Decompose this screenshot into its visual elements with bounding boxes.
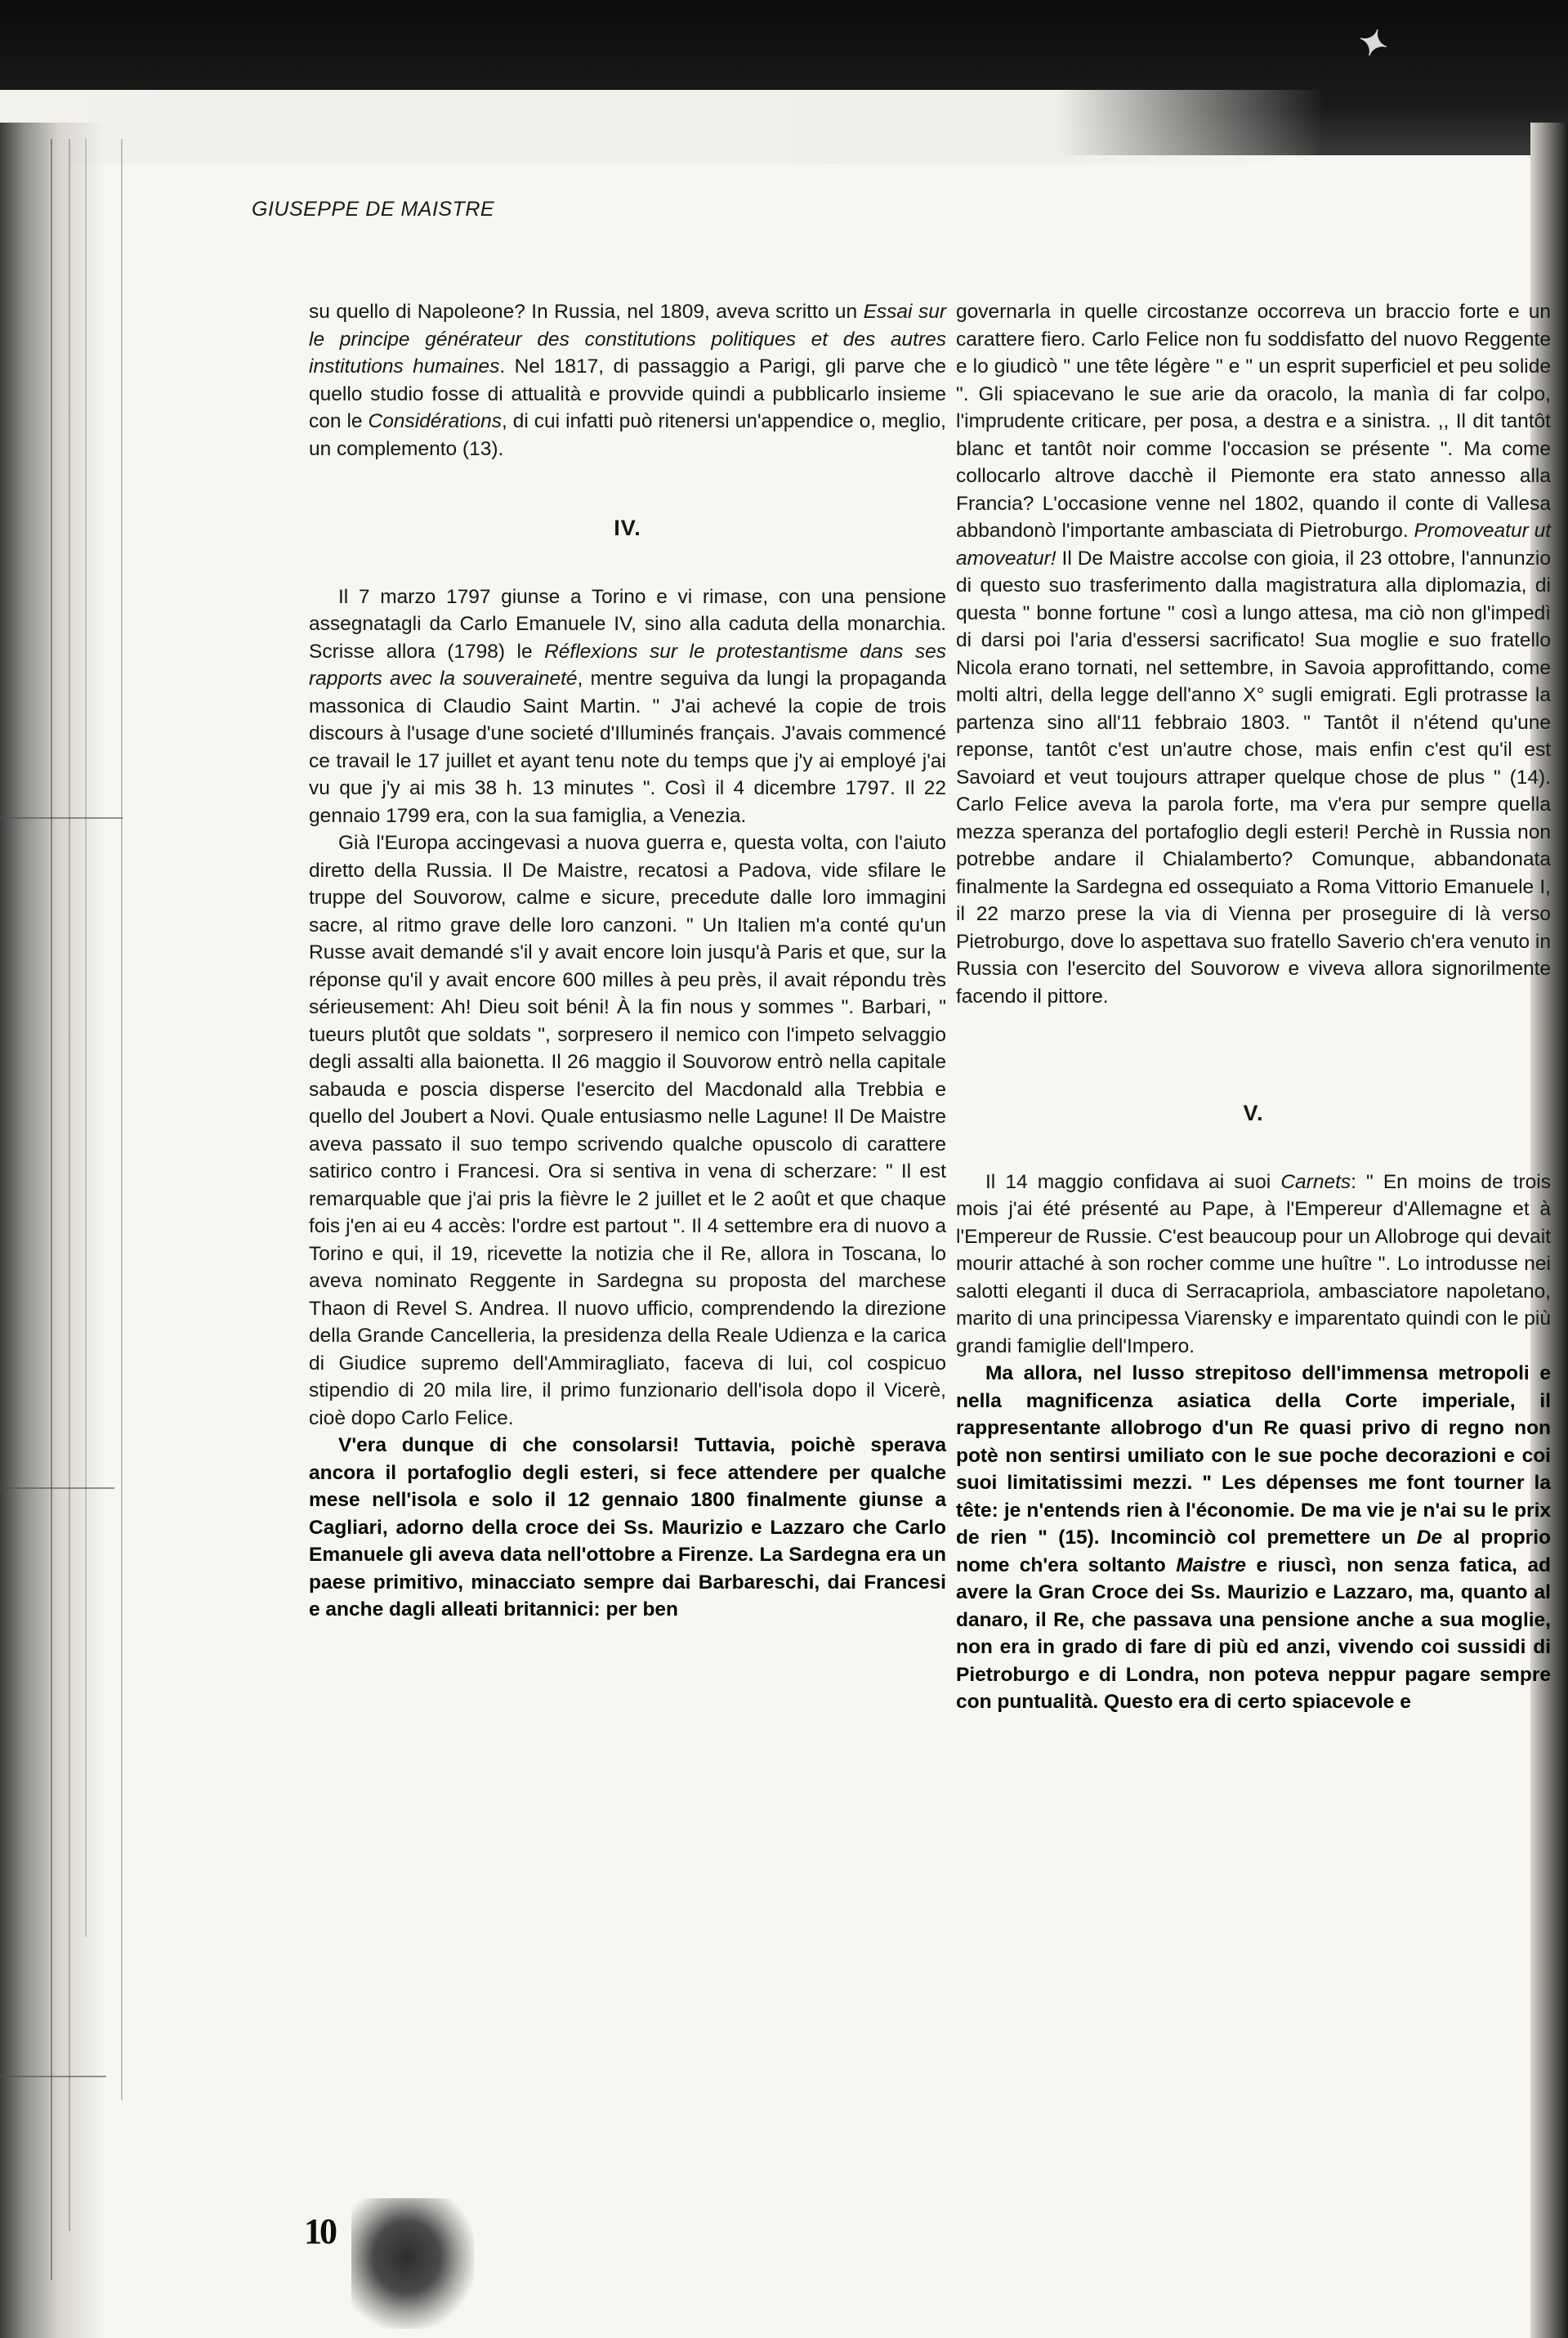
italic-word: De <box>1416 1527 1443 1549</box>
right-column <box>956 298 1551 1716</box>
binding-line <box>51 139 52 2280</box>
paragraph: Il 7 marzo 1797 giunse a Torino e vi rimase, con una pensione assegnatagli da Carlo Emanuele IV, sino alla caduta della monarchia. Scrisse allora (1798) le Réflexions sur le protestantisme dans ses rapports avec la souveraineté, mentre seguiva da lungi la propaganda massonica di Claudio Saint Martin. " J'ai achevé la copie de trois discours à l'usage d'une societé d'Illuminés français. J'avais commencé ce travail le 17 juillet et ayant tenu note du temps que j'y ai employé j'ai vu que j'y ai mis 38 h. 13 minutes ". Così il 4 dicembre 1797. Il 22 gennaio 1799 era, con la sua famiglia, a Venezia. <box>309 585 947 827</box>
binding-line <box>85 139 87 1937</box>
paragraph: Il 14 maggio confidava ai suoi Carnets: " En moins de trois mois j'ai été présenté au Pape, à l'Empereur d'Allemagne et à l'Empereur de Russie. C'est beaucoup pour un Allobroge qui devait mourir attaché à son rocher comme une huître ". Lo introdusse nei salotti eleganti il duca di Serracapriola, ambasciatore napoletano, marito di una principessa Viarensky e imparentato quindi con le più grandi famiglie dell'Impero. <box>956 1170 1551 1357</box>
italic-title: Carnets <box>1280 1170 1351 1193</box>
paragraph: su quello di Napoleone? In Russia, nel 1809, aveva scritto un Essai sur le principe générateur des constitutions politiques et des autres institutions humaines. Nel 1817, di passaggio a Parigi, gli parve che quello studio fosse di attualità e provvide quindi a pubblicarlo insieme con le Considérations, di cui infatti può ritenersi un'appendice o, meglio, un complemento (13). <box>309 301 946 460</box>
italic-word: Maistre <box>1176 1553 1247 1576</box>
binding-line <box>69 139 70 2231</box>
left-column <box>309 298 946 1624</box>
scan-artifact-line <box>0 817 123 819</box>
binding-line <box>121 139 123 2100</box>
scan-artifact-line <box>0 2076 106 2077</box>
page-number: 10 <box>304 2211 335 2251</box>
italic-title: Réflexions sur le protestantisme dans ses rapports avec la souveraineté <box>309 640 947 690</box>
paragraph: governarla in quelle circostanze occorreva un braccio forte e un carattere fiero. Carlo Felice non fu soddisfatto del nuovo Reggente e lo giudicò " une tête légère " e " un esprit superficiel et peu solide ". Gli spiacevano le sue arie da oracolo, la manìa di far colpo, l'imprudente criticare, per posa, a destra e a sinistra. ,, Il dit tantôt blanc et tantôt noir comme l'occasion se présente ". Ma come collocarlo altrove dacchè il Piemonte era stato annesso alla Francia? L'occasione venne nel 1802, quando il conte di Vallesa abbandonò l'importante ambasciata di Pietroburgo. Promoveatur ut amoveatur! Il De Maistre accolse con gioia, il 23 ottobre, l'annunzio di questo suo trasferimento dalla magistratura alla diplomazia, di questa " bonne fortune " così a lungo attesa, ma ciò non gl'impedì di darsi poi l'aria d'essersi sacrificato! Sua moglie e suo fratello Nicola erano tornati, nel settembre, in Savoia approfittando, come molti altri, della legge dell'anno X° sugli emigrati. Egli protrasse la partenza sino all'11 febbraio 1803. " Tantôt il n'étend qu'une reponse, tantôt c'est un'autre chose, mais enfin c'est qu'il est Savoiard et veut toujours attraper quelque chose de plus " (14). Carlo Felice aveva la parola forte, ma v'era pur sempre quella mezza speranza del portafoglio degli esteri! Perchè in Russia non potrebbe andare il Chialamberto? Comunque, abbandonata finalmente la Sardegna ed ossequiato a Roma Vittorio Emanuele I, il 22 marzo prese la via di Vienna per proseguire di là verso Pietroburgo, dove lo aspettava suo fratello Saverio ch'era venuto in Russia con l'esercito del Souvorow e viveva allora signorilmente facendo il pittore. <box>956 301 1551 1008</box>
section-heading-v: V. <box>1243 1101 1264 1125</box>
running-head: GIUSEPPE DE MAISTRE <box>252 198 495 221</box>
scan-artifact-line <box>0 1487 114 1489</box>
scan-binding-shadow <box>0 123 106 2338</box>
ink-smudge <box>351 2198 474 2329</box>
italic-title: Essai sur le principe générateur des constitutions politiques et des autres institutions humaines <box>309 301 946 378</box>
paragraph: Già l'Europa accingevasi a nuova guerra e, questa volta, con l'aiuto diretto della Russia. Il De Maistre, recatosi a Padova, vide sfilare le truppe del Souvorow, calme e sicure, precedute dalle loro immagini sacre, al ritmo grave delle loro canzoni. " Un Italien m'a conté qu'un Russe avait demandé s'il y avait encore loin jusqu'à Paris et que, sur la réponse qu'il y avait encore 600 milles à peu près, il avait répondu très sérieusement: Ah! Dieu soit béni! À la fin nous y sommes ". Barbari, " tueurs plutôt que soldats ", sorpresero il nemico con l'impeto selvaggio degli assalti alla baionetta. Il 26 maggio il Souvorow entrò nella capitale sabauda e poscia disperse l'esercito del Macdonald alla Trebbia e quello del Joubert a Novi. Quale entusiasmo nelle Lagune! Il De Maistre aveva passato il suo tempo scrivendo qualche opuscolo di carattere satirico contro i Francesi. Ora si sentiva in vena di scherzare: " Il est remarquable que j'ai pris la fièvre le 2 juillet et le 2 août et que chaque fois j'en ai eu 4 accès: l'ordre est partout ". Il 4 settembre era di nuovo a Torino e qui, il 19, ricevette la notizia che il Re, allora in Toscana, lo aveva nominato Reggente in Sardegna su proposta del marchese Thaon di Revel S. Andrea. Il nuovo ufficio, comprendendo la direzione della Grande Cancelleria, la presidenza della Reale Udienza e la carica di Giudice supremo dell'Ammiragliato, faceva di lui, col cospicuo stipendio di 20 mila lire, il primo funzionario dell'isola dopo il Vicerè, cioè dopo Carlo Felice. <box>309 832 946 1429</box>
scan-page-edge <box>0 90 1324 163</box>
section-heading-iv: IV. <box>614 516 641 540</box>
italic-title: Considérations <box>368 410 502 432</box>
italic-phrase: Promoveatur ut amoveatur! <box>956 520 1551 570</box>
corner-ink-mark: ✦ <box>1352 20 1394 68</box>
paragraph: Ma allora, nel lusso strepitoso dell'immensa metropoli e nella magnificenza asiatica della Corte imperiale, il rappresentante allobrogo d'un Re quasi privo di regno non potè non sentirsi umiliato con le sue poche decorazioni e coi suoi limitatissimi mezzi. " Les dépenses me font tourner la tête: je n'entends rien à l'économie. De ma vie je n'ai su le prix de rien " (15). Incominciò col premettere un De al proprio nome ch'era soltanto Maistre e riuscì, non senza fatica, ad avere la Gran Croce dei Ss. Maurizio e Lazzaro, ma, quanto al danaro, il Re, che passava una pensione anche a sua moglie, non era in grado di fare di più ed anzi, vivendo coi sussidi di Pietroburgo e di Londra, non poteva neppur pagare sempre con puntualità. Questo era di certo spiacevole e <box>956 1362 1551 1713</box>
paragraph: V'era dunque di che consolarsi! Tuttavia, poichè sperava ancora il portafoglio degli esteri, si fece attendere per qualche mese nell'isola e solo il 12 gennaio 1800 finalmente giunse a Cagliari, adorno della croce dei Ss. Maurizio e Lazzaro che Carlo Emanuele gli aveva data nell'ottobre a Firenze. La Sardegna era un paese primitivo, minacciato sempre dai Barbareschi, dai Francesi e anche dagli alleati britannici: per ben <box>309 1434 946 1621</box>
